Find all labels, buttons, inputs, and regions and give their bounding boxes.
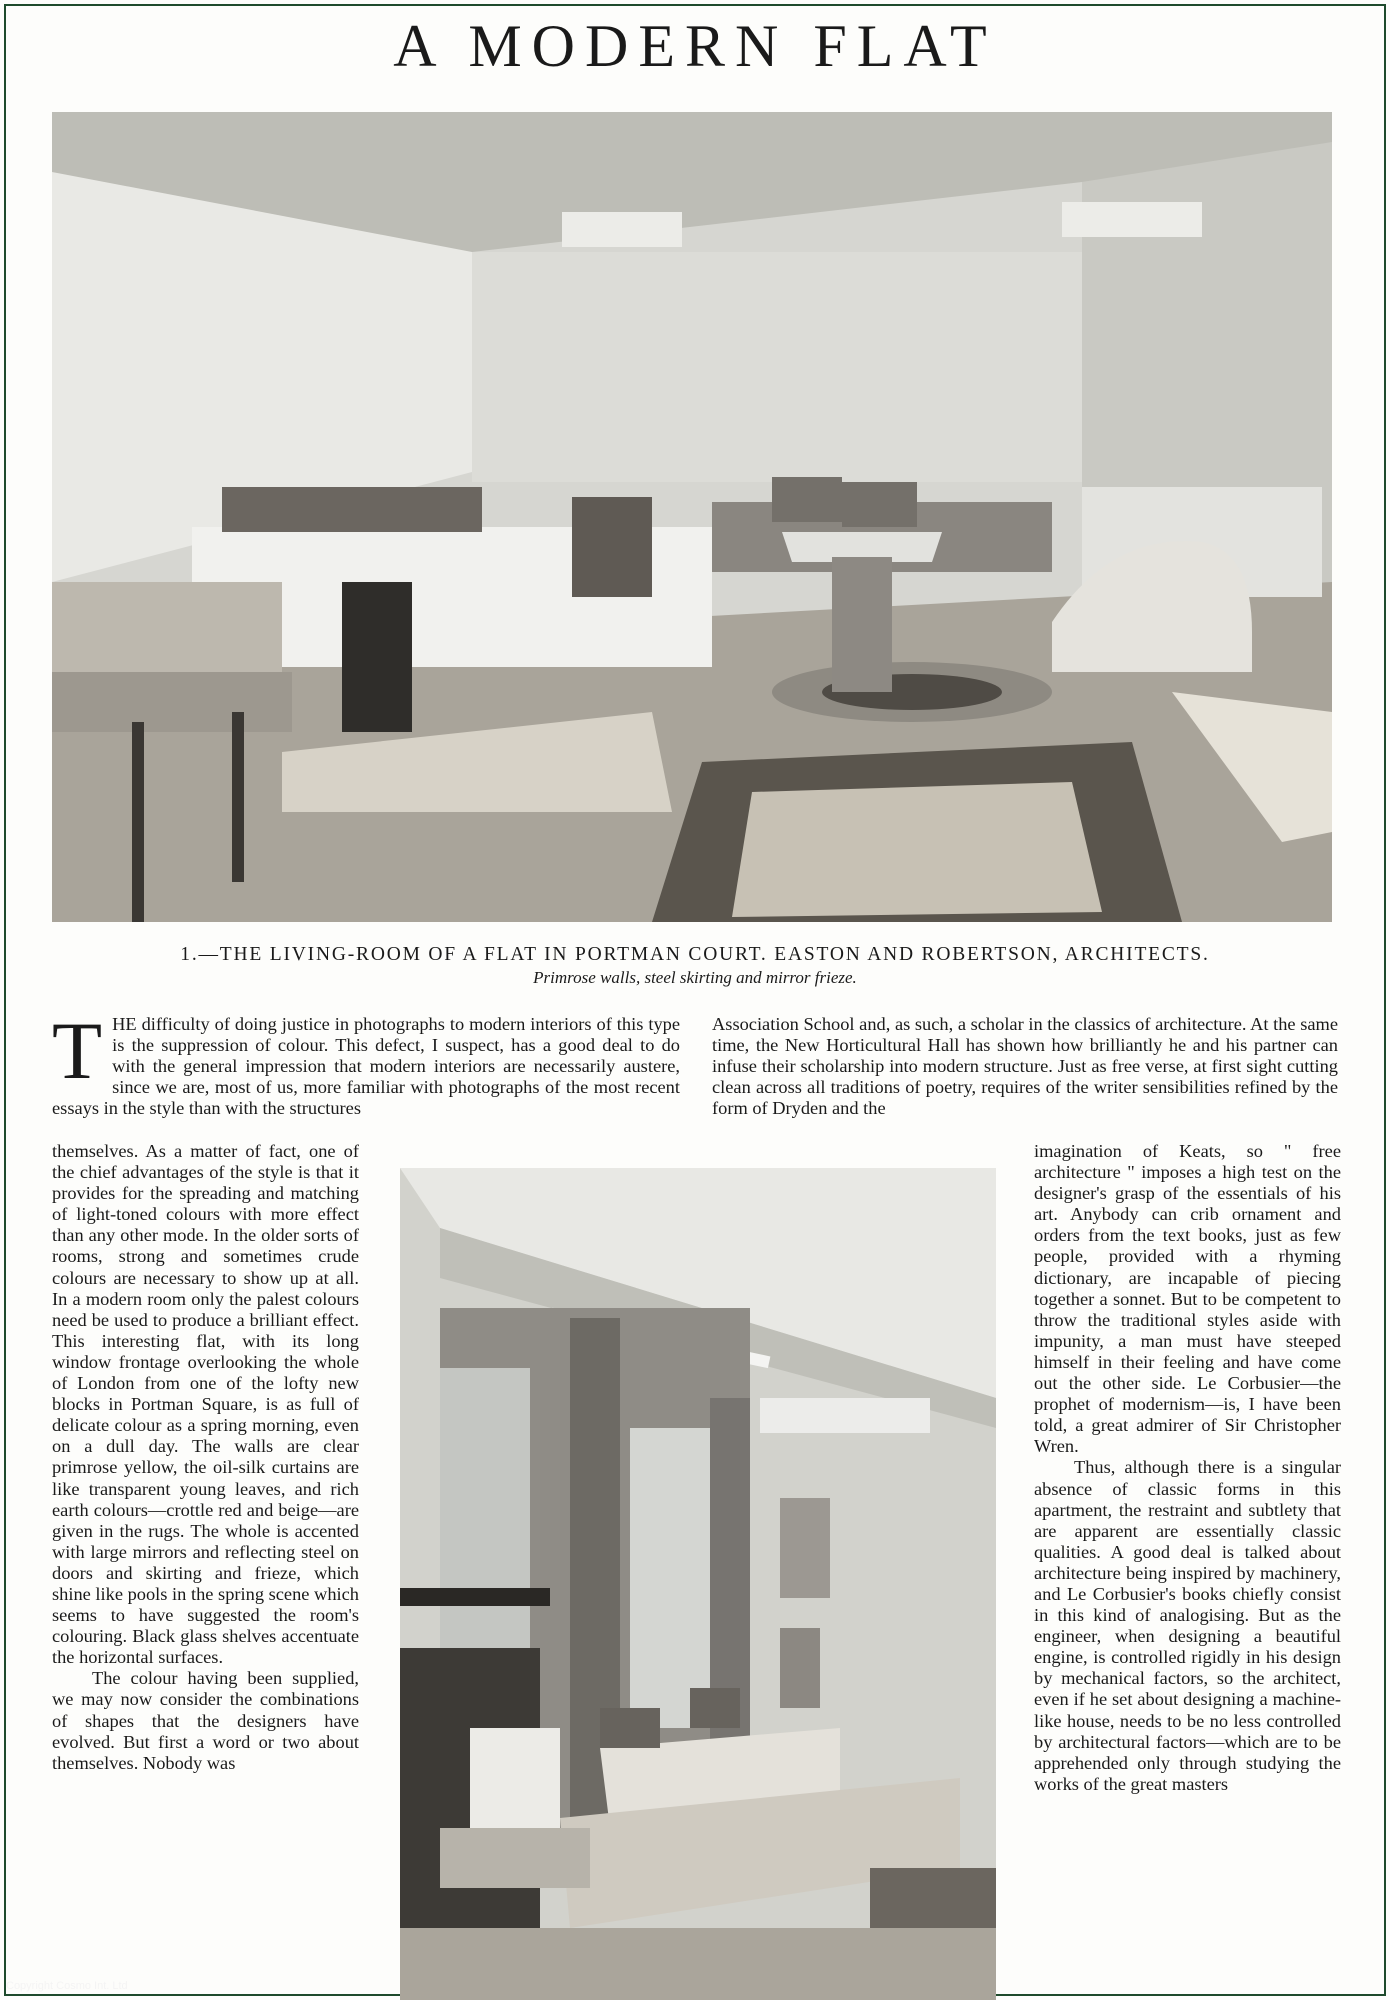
column2-narrow (1034, 1141, 1341, 1996)
column1-top (52, 1014, 680, 1139)
article-title: A MODERN FLAT (393, 13, 997, 79)
column1-body-text-2: The colour having been supplied, we may now consider the combinations of shapes that the designers have evolved. But first a word or two about themselves. Nobody was (52, 1668, 359, 1773)
drop-cap: T (52, 1014, 103, 1096)
alcove-photo (400, 1168, 996, 2000)
column1-narrow (52, 1141, 359, 1996)
copyright-watermark: Copyright Cosmo Int. Ltd (6, 1980, 128, 1992)
column2-top (712, 1014, 1338, 1139)
living-room-photo (52, 112, 1332, 922)
column1-body-text: themselves. As a matter of fact, one of the chief advantages of the style is that it provides for the spreading and matching of light-toned colours with more effect than any other mode. In the older sorts of rooms, strong and sometimes crude colours are necessary to show up at all. In a modern room only the palest colours need be used to produce a brilliant effect. This interesting flat, with its long window frontage overlooking the whole of London from one of the lofty new blocks in Portman Square, is as full of delicate colour as a spring morning, even on a dull day. The walls are clear primrose yellow, the oil-silk curtains are like transparent young leaves, and rich earth colours—crottle red and beige—are given in the rugs. The whole is accented with large mirrors and reflecting steel on doors and skirting and frieze, which shine like pools in the spring scene which seems to have suggested the room's colouring. Black glass shelves accentuate the horizontal surfaces. (52, 1141, 359, 1668)
column2-top-text: Association School and, as such, a scholar in the classics of architecture. At the same time, the New Horticultural Hall has shown how brilliantly he and his partner can infuse their scholarship into modern structure. Just as free verse, at first sight cutting clean across all traditions of poetry, requires of the writer sensibilities refined by the form of Dryden and the (712, 1014, 1338, 1119)
photo-subcaption: Primrose walls, steel skirting and mirror frieze. (533, 968, 857, 987)
column1-top-text: HE difficulty of doing justice in photographs to modern interiors of this type is the suppression of colour. This defect, I suspect, has a good deal to do with the general impression that modern interiors are necessarily austere, since we are, most of us, more familiar with photographs of the most recent essays in the style than with the structures (52, 1014, 680, 1119)
column2-body-text: imagination of Keats, so " free architecture " imposes a high test on the designer's grasp of the essentials of his art. Anybody can crib ornament and orders from the text books, just as few people, provided with a rhyming dictionary, are incapable of piecing together a sonnet. But to be competent to throw the traditional styles aside with impunity, a man must have steeped himself in their feeling and have come out the other side. Le Corbusier—the prophet of modernism—is, I have been told, a great admirer of Sir Christopher Wren. (1034, 1141, 1341, 1457)
photo-caption: 1.—THE LIVING-ROOM OF A FLAT IN PORTMAN COURT. EASTON AND ROBERTSON, ARCHITECTS. (180, 944, 1210, 965)
column2-body-text-2: Thus, although there is a singular absence of classic forms in this apartment, the restraint and subtlety that are apparent are essentially classic qualities. A good deal is talked about architecture being inspired by machinery, and Le Corbusier's books chiefly consist in this kind of analogising. But as the engineer, when designing a beautiful engine, is controlled rigidly in his design by mechanical factors, so the architect, even if he set about designing a machine-like house, needs to be no less controlled by architectural factors—which are to be apprehended only through studying the works of the great masters (1034, 1457, 1341, 1794)
